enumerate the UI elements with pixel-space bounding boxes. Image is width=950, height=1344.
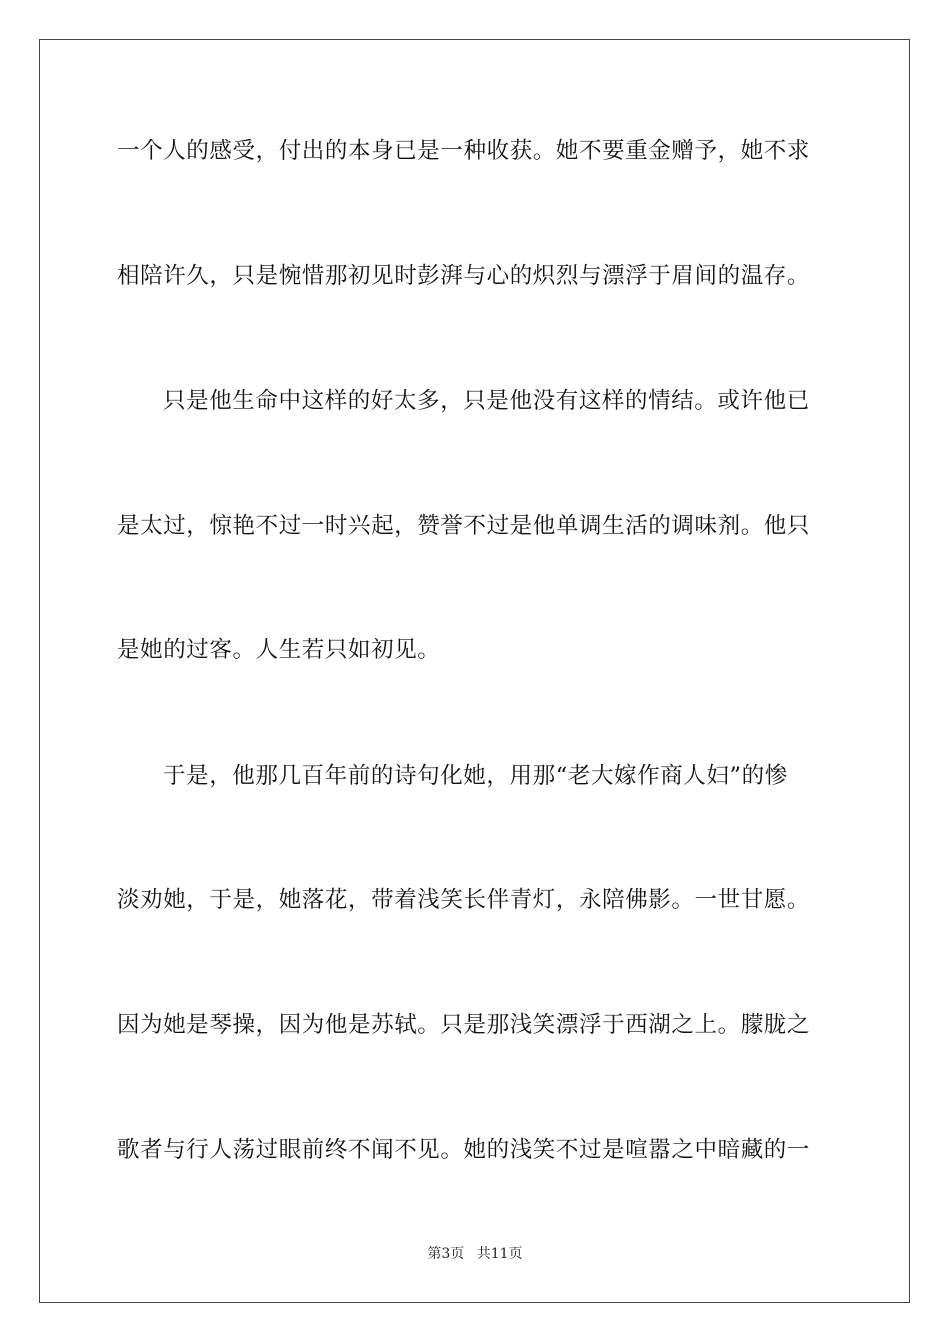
- paragraph-line: 歌者与行人荡过眼前终不闻不见。她的浅笑不过是喧嚣之中暗藏的一: [117, 1137, 811, 1163]
- paragraph-line: 只是他生命中这样的好太多，只是他没有这样的情结。或许他已: [163, 388, 810, 414]
- paragraph-line: 是她的过客。人生若只如初见。: [117, 637, 441, 663]
- page-number: 第3页: [427, 1246, 465, 1262]
- paragraph-line: 一个人的感受，付出的本身已是一种收获。她不要重金赠予，她不求: [117, 138, 811, 164]
- paragraph-line: 因为她是琴操，因为他是苏轼。只是那浅笑漂浮于西湖之上。朦胧之: [117, 1012, 811, 1038]
- page-footer: [0, 1245, 950, 1263]
- paragraph-line: 淡劝她，于是，她落花，带着浅笑长伴青灯，永陪佛影。一世甘愿。: [117, 887, 811, 913]
- paragraph-line: 于是，他那几百年前的诗句化她，用那“老大嫁作商人妇”的惨: [163, 763, 788, 789]
- page-total: 共11页: [476, 1246, 523, 1262]
- page-border: [39, 39, 910, 1303]
- paragraph-line: 相陪许久，只是惋惜那初见时彭湃与心的炽烈与漂浮于眉间的温存。: [117, 263, 811, 289]
- paragraph-line: 是太过，惊艳不过一时兴起，赞誉不过是他单调生活的调味剂。他只: [117, 513, 811, 539]
